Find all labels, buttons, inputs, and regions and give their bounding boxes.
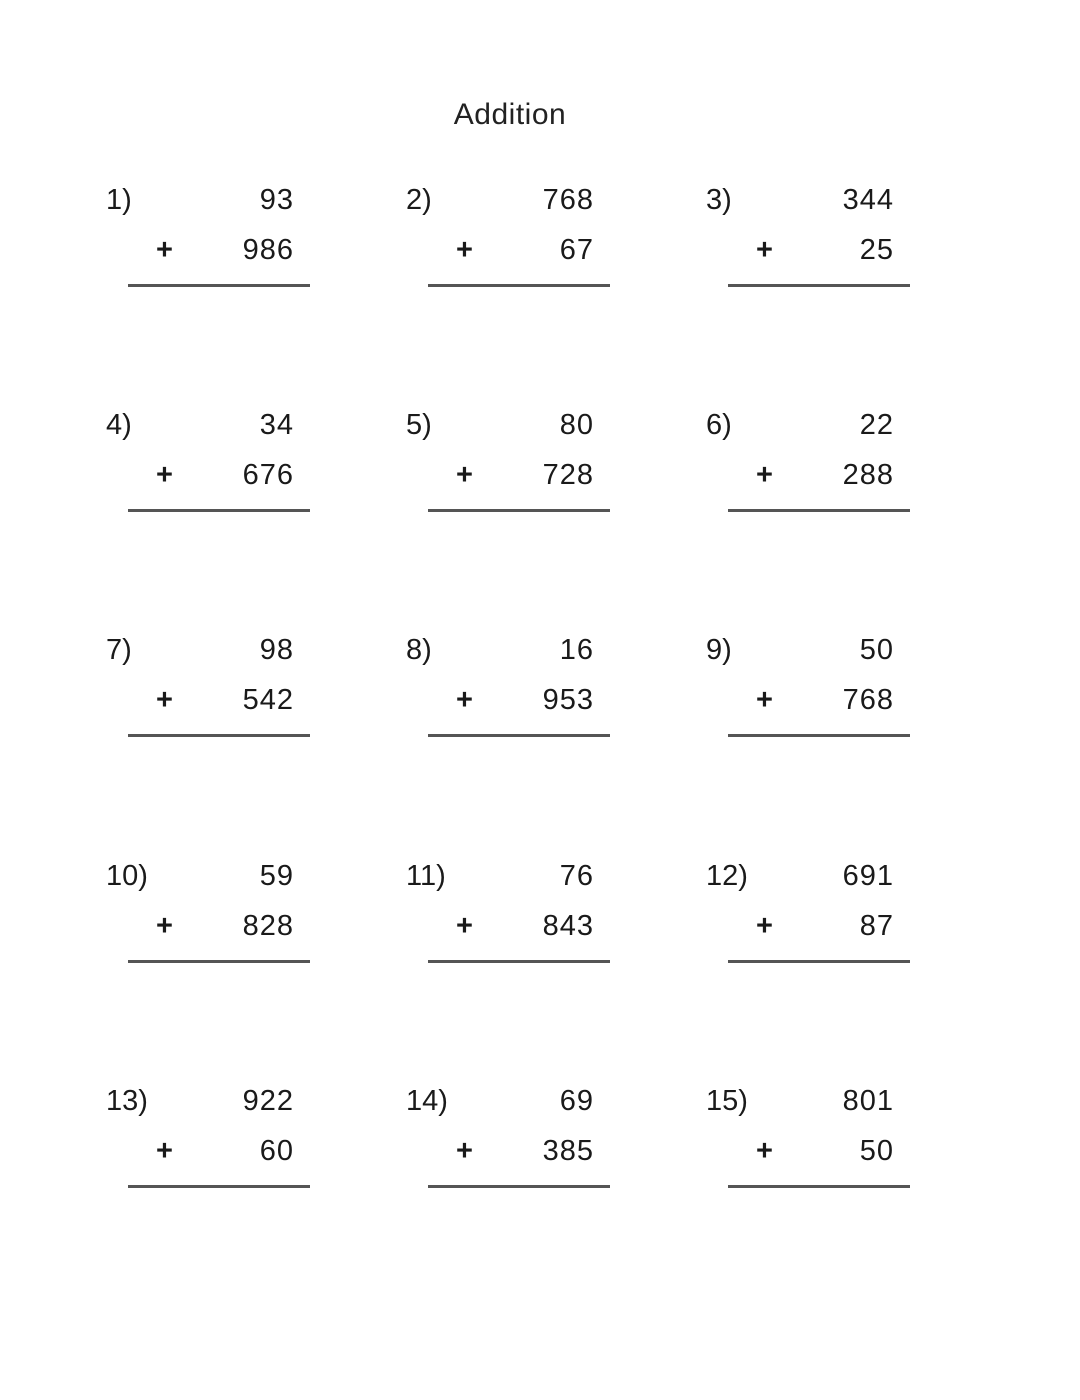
problem-9: [706, 630, 946, 760]
top-addend: 80: [559, 409, 594, 441]
bottom-addend: 385: [542, 1135, 594, 1167]
bottom-addend: 843: [542, 910, 594, 942]
plus-sign: +: [756, 910, 773, 942]
top-addend: 76: [559, 860, 594, 892]
problem-8: [406, 630, 646, 760]
problem-14: [406, 1081, 646, 1211]
bottom-addend: 288: [842, 459, 894, 491]
plus-sign: +: [456, 1135, 473, 1167]
bottom-addend: 542: [242, 684, 294, 716]
problem-13: [106, 1081, 346, 1211]
answer-line: [728, 1185, 910, 1188]
bottom-addend: 50: [859, 1135, 894, 1167]
plus-sign: +: [156, 459, 173, 491]
top-addend: 922: [242, 1085, 294, 1117]
plus-sign: +: [456, 910, 473, 942]
problem-3: [706, 180, 946, 310]
top-addend: 801: [842, 1085, 894, 1117]
problem-11: [406, 856, 646, 986]
problem-12: [706, 856, 946, 986]
problem-5: [406, 405, 646, 535]
answer-line: [728, 734, 910, 737]
problem-number: 6): [706, 409, 732, 441]
answer-line: [428, 734, 610, 737]
problem-number: 14): [406, 1085, 448, 1117]
top-addend: 50: [859, 634, 894, 666]
answer-line: [128, 1185, 310, 1188]
bottom-addend: 25: [859, 234, 894, 266]
bottom-addend: 67: [559, 234, 594, 266]
plus-sign: +: [456, 234, 473, 266]
problem-2: [406, 180, 646, 310]
top-addend: 98: [259, 634, 294, 666]
top-addend: 93: [259, 184, 294, 216]
top-addend: 59: [259, 860, 294, 892]
plus-sign: +: [156, 1135, 173, 1167]
problem-number: 10): [106, 860, 148, 892]
problem-number: 4): [106, 409, 132, 441]
problem-number: 15): [706, 1085, 748, 1117]
plus-sign: +: [456, 459, 473, 491]
top-addend: 16: [559, 634, 594, 666]
plus-sign: +: [756, 1135, 773, 1167]
answer-line: [428, 1185, 610, 1188]
bottom-addend: 986: [242, 234, 294, 266]
top-addend: 69: [559, 1085, 594, 1117]
answer-line: [128, 284, 310, 287]
bottom-addend: 87: [859, 910, 894, 942]
bottom-addend: 768: [842, 684, 894, 716]
top-addend: 768: [542, 184, 594, 216]
plus-sign: +: [156, 684, 173, 716]
answer-line: [428, 284, 610, 287]
problem-number: 13): [106, 1085, 148, 1117]
problem-number: 5): [406, 409, 432, 441]
bottom-addend: 828: [242, 910, 294, 942]
problem-4: [106, 405, 346, 535]
answer-line: [128, 960, 310, 963]
bottom-addend: 953: [542, 684, 594, 716]
bottom-addend: 728: [542, 459, 594, 491]
answer-line: [728, 284, 910, 287]
answer-line: [128, 734, 310, 737]
bottom-addend: 676: [242, 459, 294, 491]
top-addend: 344: [842, 184, 894, 216]
problem-number: 1): [106, 184, 132, 216]
problem-number: 3): [706, 184, 732, 216]
answer-line: [728, 960, 910, 963]
top-addend: 34: [259, 409, 294, 441]
answer-line: [428, 960, 610, 963]
problem-10: [106, 856, 346, 986]
worksheet-title: Addition: [453, 98, 567, 131]
plus-sign: +: [756, 234, 773, 266]
problem-number: 2): [406, 184, 432, 216]
problem-number: 12): [706, 860, 748, 892]
problem-15: [706, 1081, 946, 1211]
plus-sign: +: [756, 459, 773, 491]
problem-7: [106, 630, 346, 760]
answer-line: [128, 509, 310, 512]
problem-number: 9): [706, 634, 732, 666]
plus-sign: +: [156, 910, 173, 942]
plus-sign: +: [156, 234, 173, 266]
problem-6: [706, 405, 946, 535]
top-addend: 691: [842, 860, 894, 892]
problem-number: 11): [406, 860, 446, 892]
plus-sign: +: [756, 684, 773, 716]
plus-sign: +: [456, 684, 473, 716]
problem-number: 7): [106, 634, 132, 666]
answer-line: [728, 509, 910, 512]
top-addend: 22: [859, 409, 894, 441]
bottom-addend: 60: [259, 1135, 294, 1167]
answer-line: [428, 509, 610, 512]
problem-1: [106, 180, 346, 310]
problem-number: 8): [406, 634, 432, 666]
